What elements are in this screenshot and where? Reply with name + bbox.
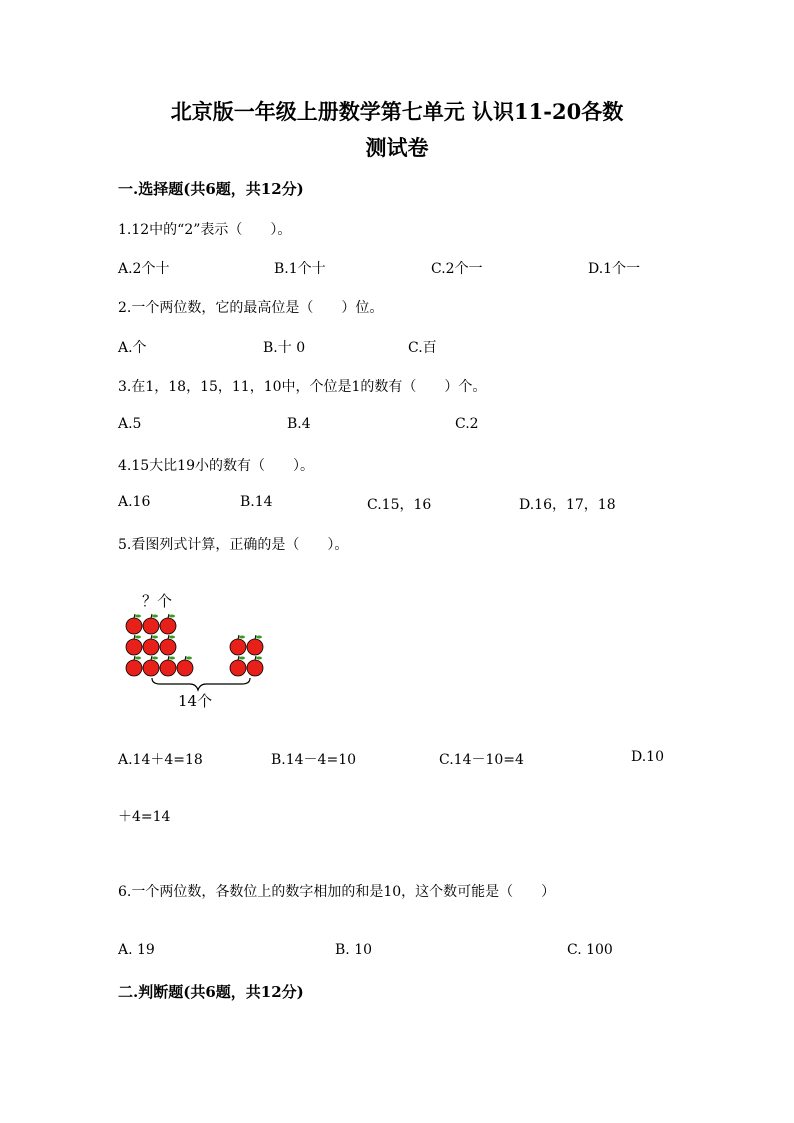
q1-option-c: C.2个一 [431, 261, 483, 277]
q5-option-d: D.10 [631, 749, 664, 765]
q5-option-a: A.14＋4=18 [118, 752, 203, 768]
question-3: 3.在1，18，15，11，10中，个位是1的数有（ ）个。 [118, 379, 487, 395]
section-heading-judgement: 二.判断题(共6题，共12分) [118, 983, 304, 1001]
figure-question-label: ？个 [142, 592, 173, 610]
page-title: 北京版一年级上册数学第七单元 认识11-20各数 [170, 99, 624, 124]
apple-left [160, 635, 176, 655]
q5-option-b: B.14－4=10 [271, 752, 357, 768]
apple-left [126, 614, 142, 634]
q5-option-d-continued: ＋4=14 [118, 809, 171, 825]
figure-total-label: 14个 [178, 692, 213, 710]
page-subtitle: 测试卷 [365, 135, 429, 160]
q4-option-c: C.15，16 [367, 497, 432, 513]
q2-option-b: B.十 0 [263, 340, 306, 356]
apple-right [247, 635, 263, 655]
q2-option-c: C.百 [408, 340, 437, 356]
apple-figure-svg [118, 590, 278, 710]
apple-figure [118, 590, 278, 710]
q6-option-c: C. 100 [567, 942, 613, 958]
apple-left [143, 656, 159, 676]
apple-right [230, 635, 246, 655]
q6-option-a: A. 19 [118, 942, 155, 958]
q2-option-a: A.个 [118, 340, 147, 356]
question-2: 2.一个两位数，它的最高位是（ ）位。 [118, 300, 384, 316]
q3-option-a: A.5 [118, 416, 142, 432]
apple-left [160, 614, 176, 634]
apple-left [143, 635, 159, 655]
apple-right [247, 656, 263, 676]
apple-right [230, 656, 246, 676]
q5-option-c: C.14－10=4 [439, 752, 524, 768]
q3-option-b: B.4 [287, 416, 311, 432]
q6-option-b: B. 10 [335, 942, 373, 958]
brace [152, 678, 250, 690]
apple-left [126, 635, 142, 655]
question-4: 4.15大比19小的数有（ ）。 [118, 458, 314, 474]
q1-option-d: D.1个一 [588, 261, 641, 277]
question-6: 6.一个两位数，各数位上的数字相加的和是10，这个数可能是（ ） [118, 884, 556, 900]
section-heading-choice: 一.选择题(共6题，共12分) [118, 180, 304, 198]
q4-option-a: A.16 [118, 494, 151, 510]
q4-option-b: B.14 [240, 494, 273, 510]
q1-option-a: A.2个十 [118, 261, 170, 277]
question-1: 1.12中的“2”表示（ ）。 [118, 222, 292, 238]
apple-left [177, 656, 193, 676]
q3-option-c: C.2 [455, 416, 479, 432]
question-5: 5.看图列式计算，正确的是（ ）。 [118, 537, 349, 553]
apple-left [160, 656, 176, 676]
apple-left [126, 656, 142, 676]
q4-option-d: D.16，17，18 [519, 497, 616, 513]
q1-option-b: B.1个十 [274, 261, 326, 277]
apple-left [143, 614, 159, 634]
